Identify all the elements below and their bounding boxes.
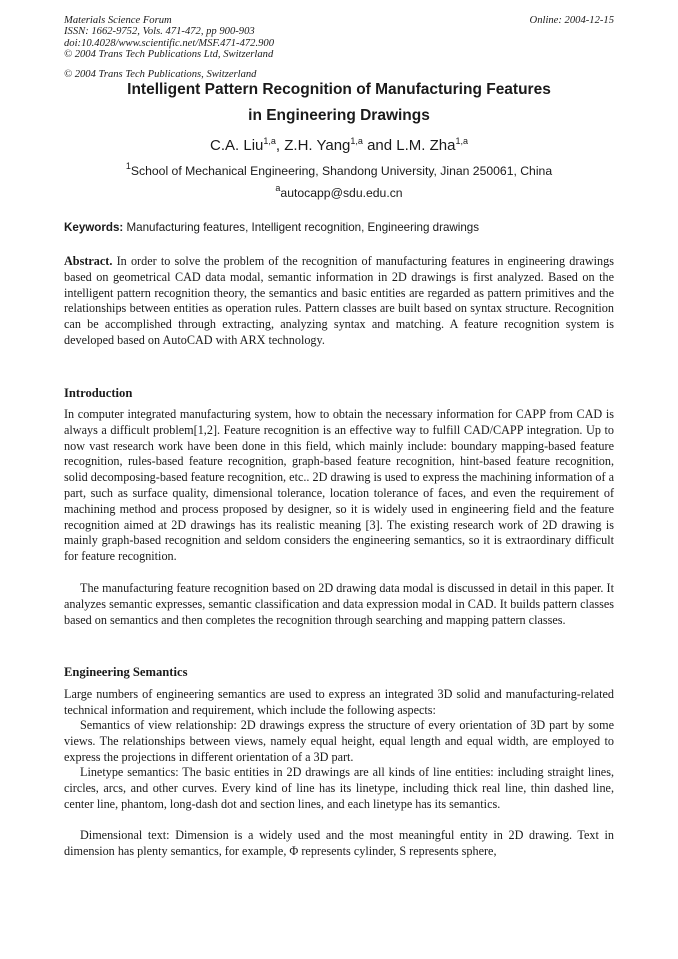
keywords-text: Manufacturing features, Intelligent recognition, Engineering drawings xyxy=(123,221,480,234)
semantics-paragraph-4: Dimensional text: Dimension is a widely used and the most meaningful entity in 2D drawing. Text in dimension has plenty semantics, for example, Φ represents cylinder, S represents sphere, xyxy=(64,828,614,858)
author-separator: and xyxy=(362,137,397,154)
copyright-header: © 2004 Trans Tech Publications Ltd, Switzerland xyxy=(64,48,274,60)
section-heading-engineering-semantics: Engineering Semantics xyxy=(64,665,188,679)
author-affiliation-mark: 1,a xyxy=(263,136,276,146)
section-heading-introduction: Introduction xyxy=(64,386,133,400)
affiliation-text: School of Mechanical Engineering, Shandong University, Jinan 250061, China xyxy=(130,164,553,178)
affiliation xyxy=(0,161,678,178)
contact-email xyxy=(0,183,678,200)
abstract-label: Abstract. xyxy=(64,254,113,268)
author-list xyxy=(0,137,678,154)
author-separator: , xyxy=(275,137,285,154)
publication-header xyxy=(64,15,274,60)
keywords-label: Keywords: xyxy=(64,221,124,234)
author-affiliation-mark: 1,a xyxy=(455,136,468,146)
introduction-paragraph-2: The manufacturing feature recognition based on 2D drawing data modal is discussed in detail in this paper. It analyzes semantic expresses, semantic classification and data expression modal in CAD. It builds pattern classes based on semantics and then completes the recognition through searching and mapping pattern classes. xyxy=(64,581,614,627)
author-affiliation-mark: 1,a xyxy=(350,136,363,146)
journal-name: Materials Science Forum xyxy=(64,15,172,26)
keywords xyxy=(64,221,614,234)
issn-line: ISSN: 1662-9752, Vols. 471-472, pp 900-903 xyxy=(64,26,255,38)
semantics-paragraph-1: Large numbers of engineering semantics are used to express an integrated 3D solid and manufacturing-related technical information and requirement, which include the following aspects: xyxy=(64,687,614,717)
paper-title-line-2: in Engineering Drawings xyxy=(248,107,430,124)
author-name: Z.H. Yang xyxy=(284,137,351,154)
email-address[interactable]: autocapp@sdu.edu.cn xyxy=(280,186,403,200)
email-mark: a xyxy=(275,183,281,193)
affiliation-mark: 1 xyxy=(125,161,131,171)
doi-line[interactable]: doi:10.4028/www.scientific.net/MSF.471-472.900 xyxy=(64,37,274,49)
paper-title-line-1: Intelligent Pattern Recognition of Manufacturing Features xyxy=(127,81,551,98)
semantics-paragraph-3: Linetype semantics: The basic entities in 2D drawings are all kinds of line entities: including straight lines, circles, arcs, and other curves. Every kind of line has its linetype, including thick real line, thin dashed line, center line, phantom, long-dash dot and section lines, and each linetype has its semantics. xyxy=(64,765,614,811)
semantics-paragraph-2: Semantics of view relationship: 2D drawings express the structure of every orientation of 3D part by some views. The relationships between views, namely equal height, equal length and equal width, are employed to express the projections in different orientation of a 3D part. xyxy=(64,718,614,764)
copyright-line: © 2004 Trans Tech Publications, Switzerland xyxy=(64,69,257,80)
abstract xyxy=(64,254,614,349)
author-name: L.M. Zha xyxy=(396,137,456,154)
author-name: C.A. Liu xyxy=(210,137,264,154)
introduction-paragraph-1: In computer integrated manufacturing system, how to obtain the necessary information for CAPP from CAD is always a difficult problem[1,2]. Feature recognition is an effective way to fulfill CAD/CAPP integration. Up to now vast research work have been done in this field, which mainly include: boundary mapping-based feature recognition, rules-based feature recognition, graph-based feature recognition, hint-based feature recognition, solid decomposing-based feature recognition, etc.. 2D drawing is used to express the machining information of a part, such as surface quality, dimensional tolerance, location tolerance of faces, and even the requirement of machining method and process proposed by designer, so it is widely used in engineering field and the feature recognition aimed at 2D drawings has its realistic meaning [3]. The existing research work of 2D drawing is mainly graph-based recognition and seldom considers the engineering semantics, so it is extraordinary difficult for feature recognition. xyxy=(64,407,614,564)
online-date: Online: 2004-12-15 xyxy=(529,15,614,26)
abstract-text: In order to solve the problem of the recognition of manufacturing features in engineering drawings based on geometrical CAD data modal, semantic information in 2D drawings is first analyzed. Based on the intelligent pattern recognition theory, the semantics and basic entities are regarded as pattern primitives and the relationships between entities as operation rules. Pattern classes are built based on syntax structure. Recognition can be accomplished through extracting, analyzing syntax and matching. A feature recognition system is developed based on AutoCAD with ARX technology. xyxy=(64,254,614,347)
